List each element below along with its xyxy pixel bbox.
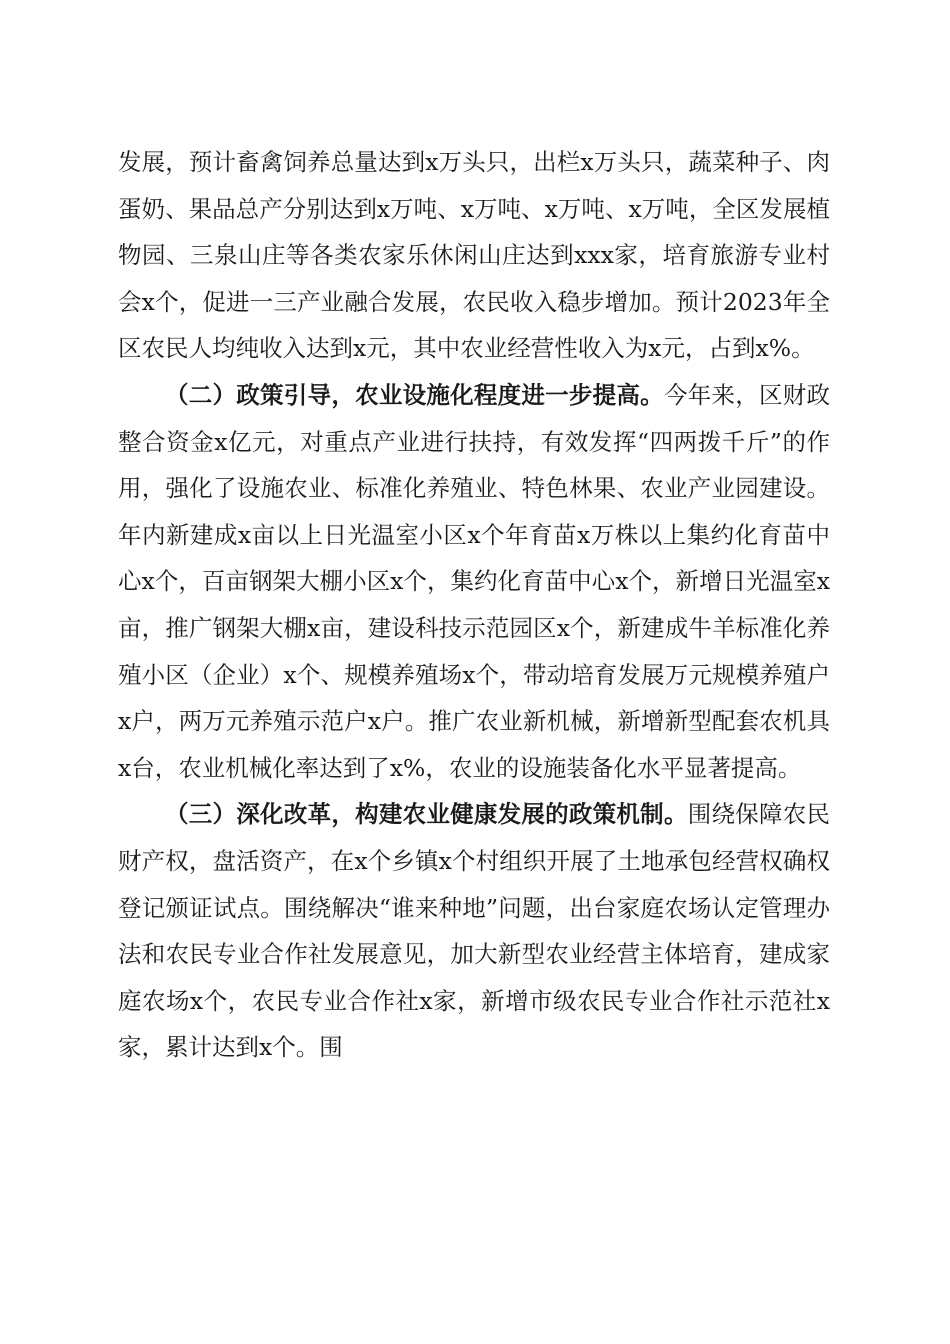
paragraph-3: [118, 791, 830, 1071]
paragraph-3-heading: （三）深化改革，构建农业健康发展的政策机制。: [165, 800, 688, 829]
paragraph-1-text: 发展，预计畜禽饲养总量达到x万头只，出栏x万头只，蔬菜种子、肉蛋奶、果品总产分别达到x万吨、x万吨、x万吨、x万吨，全区发展植物园、三泉山庄等各类农家乐休闲山庄达到xxx家，培育旅游专业村会x个，促进一三产业融合发展，农民收入稳步增加。预计2023年全区农民人均纯收入达到x元，其中农业经营性收入为x元，占到x%。: [118, 148, 830, 363]
paragraph-1: [118, 139, 830, 372]
paragraph-3-text: 围绕保障农民财产权，盘活资产，在x个乡镇x个村组织开展了土地承包经营权确权登记颁证试点。围绕解决“谁来种地”问题，出台家庭农场认定管理办法和农民专业合作社发展意见，加大新型农业经营主体培育，建成家庭农场x个，农民专业合作社x家，新增市级农民专业合作社示范社x家，累计达到x个。围: [118, 800, 830, 1062]
paragraph-2-text: 今年来，区财政整合资金x亿元，对重点产业进行扶持，有效发挥“四两拨千斤”的作用，强化了设施农业、标准化养殖业、特色林果、农业产业园建设。年内新建成x亩以上日光温室小区x个年育苗x万株以上集约化育苗中心x个，百亩钢架大棚小区x个，集约化育苗中心x个，新增日光温室x亩，推广钢架大棚x亩，建设科技示范园区x个，新建成牛羊标准化养殖小区（企业）x个、规模养殖场x个，带动培育发展万元规模养殖户x户，两万元养殖示范户x户。推广农业新机械，新增新型配套农机具x台，农业机械化率达到了x%，农业的设施装备化水平显著提高。: [118, 380, 831, 782]
paragraph-2: [118, 372, 830, 791]
document-body: [118, 139, 830, 1071]
paragraph-2-heading: （二）政策引导，农业设施化程度进一步提高。: [165, 380, 664, 409]
